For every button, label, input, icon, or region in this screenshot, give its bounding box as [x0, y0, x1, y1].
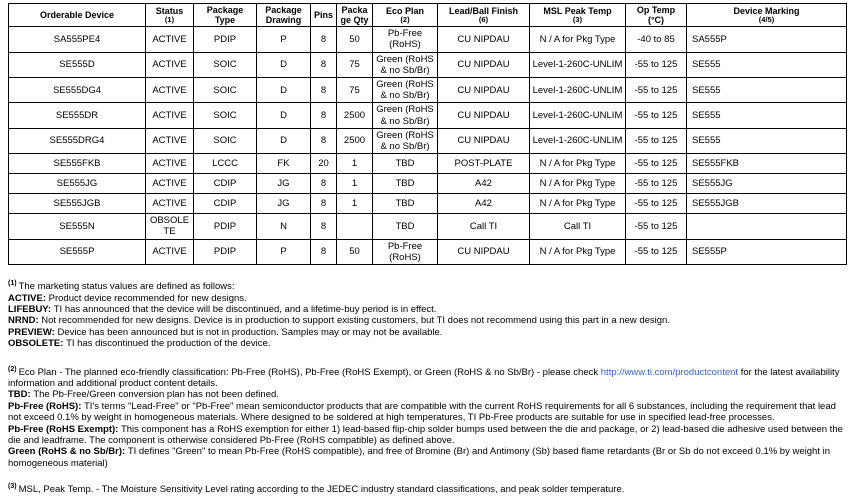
- column-header-label: Status: [155, 5, 184, 16]
- cell-package-qty: 75: [337, 52, 373, 77]
- cell-device-marking: SE555JG: [687, 174, 847, 194]
- table-row: [9, 52, 847, 77]
- column-header-label: Pins: [313, 10, 333, 21]
- column-header-label: MSL Peak Temp: [543, 5, 612, 16]
- footnote-item-term: LIFEBUY:: [8, 303, 54, 315]
- cell-eco-plan: Green (RoHS & no Sb/Br): [373, 128, 438, 153]
- cell-lead-ball-finish: POST-PLATE: [438, 154, 530, 174]
- ti-productcontent-link[interactable]: http://www.ti.com/productcontent: [600, 366, 739, 378]
- cell-eco-plan: Green (RoHS & no Sb/Br): [373, 77, 438, 102]
- cell-package-type: PDIP: [194, 239, 257, 264]
- cell-package-drawing: D: [257, 103, 311, 128]
- table-row: [9, 77, 847, 102]
- column-header-eco-plan: [373, 4, 438, 27]
- footnote-3-text: MSL, Peak Temp. - The Moisture Sensitivity Level rating according to the JEDEC industry standard classifications, and peak solder temperature.: [18, 484, 625, 496]
- footnote-item: [8, 389, 846, 400]
- cell-eco-plan: TBD: [373, 174, 438, 194]
- cell-package-type: LCCC: [194, 154, 257, 174]
- footnote-item-text: TI's terms "Lead-Free" or "Pb-Free" mean semiconductor products that are compatible with the current RoHS requirements for all 6 substances, including the requirement that lead not exceed 0.1% by weight in homogeneous materials. Where designed to be soldered at high temperatures, TI Pb-Free products are suitable for use in specified lead-free processes.: [8, 400, 836, 424]
- table-header-row: [9, 4, 847, 27]
- footnote-item: [8, 315, 846, 326]
- footnote-item-text: Not recommended for new designs. Device is in production to support existing customers, but TI does not recommend using this part in a new design.: [41, 315, 670, 327]
- footnote-item-term: Green (RoHS & no Sb/Br):: [8, 446, 128, 458]
- cell-package-drawing: P: [257, 27, 311, 52]
- cell-msl-peak-temp: N / A for Pkg Type: [530, 194, 626, 214]
- cell-pins: 8: [311, 214, 337, 239]
- table-row: [9, 194, 847, 214]
- cell-orderable-device: SE555DR: [9, 103, 146, 128]
- cell-msl-peak-temp: Level-1-260C-UNLIM: [530, 128, 626, 153]
- footnote-item-text: This component has a RoHS exemption for either 1) lead-based flip-chip solder bumps used between the die and package, or 2) lead-based die adhesive used between the die and leadframe. The component is otherwise considered Pb-Free (RoHS compatible) as defined above.: [8, 423, 843, 446]
- cell-op-temp: -55 to 125: [626, 52, 687, 77]
- cell-package-type: SOIC: [194, 128, 257, 153]
- column-header-label: Op Temp (°C): [636, 5, 676, 26]
- column-header-label: Package Qty: [340, 5, 369, 26]
- cell-package-qty: 1: [337, 174, 373, 194]
- footnote-item-text: TI has discontinued the production of the device.: [66, 338, 271, 350]
- footnote-item: [8, 446, 846, 469]
- cell-device-marking: [687, 214, 847, 239]
- cell-pins: 8: [311, 77, 337, 102]
- table-row: [9, 154, 847, 174]
- cell-msl-peak-temp: Level-1-260C-UNLIM: [530, 52, 626, 77]
- cell-orderable-device: SE555DG4: [9, 77, 146, 102]
- footnote-item-term: PREVIEW:: [8, 326, 58, 338]
- cell-op-temp: -55 to 125: [626, 214, 687, 239]
- cell-eco-plan: Pb-Free (RoHS): [373, 239, 438, 264]
- column-header-label: Orderable Device: [39, 10, 115, 21]
- cell-package-qty: 75: [337, 77, 373, 102]
- cell-device-marking: SE555FKB: [687, 154, 847, 174]
- column-header-package-type: [194, 4, 257, 27]
- cell-package-type: SOIC: [194, 77, 257, 102]
- cell-package-drawing: D: [257, 128, 311, 153]
- cell-eco-plan: Green (RoHS & no Sb/Br): [373, 103, 438, 128]
- cell-lead-ball-finish: A42: [438, 174, 530, 194]
- cell-package-drawing: JG: [257, 174, 311, 194]
- cell-status: ACTIVE: [146, 27, 194, 52]
- footnote-item-text: The Pb-Free/Green conversion plan has not been defined.: [33, 389, 279, 401]
- footnote-item-text: TI has announced that the device will be discontinued, and a lifetime-buy period is in effect.: [53, 303, 437, 315]
- cell-lead-ball-finish: CU NIPDAU: [438, 103, 530, 128]
- cell-orderable-device: SE555DRG4: [9, 128, 146, 153]
- cell-eco-plan: Green (RoHS & no Sb/Br): [373, 52, 438, 77]
- cell-package-type: PDIP: [194, 214, 257, 239]
- cell-package-drawing: D: [257, 52, 311, 77]
- cell-status: ACTIVE: [146, 154, 194, 174]
- cell-orderable-device: SE555JG: [9, 174, 146, 194]
- cell-orderable-device: SE555D: [9, 52, 146, 77]
- cell-package-qty: 50: [337, 239, 373, 264]
- footnote-2-intro: [8, 366, 846, 390]
- cell-orderable-device: SE555N: [9, 214, 146, 239]
- cell-pins: 8: [311, 174, 337, 194]
- footnote-2-superscript: (2): [8, 365, 17, 373]
- column-header-note: (3): [572, 14, 583, 24]
- cell-device-marking: SE555: [687, 103, 847, 128]
- column-header-op-temp: [626, 4, 687, 27]
- column-header-label: Device Marking: [733, 5, 800, 16]
- cell-msl-peak-temp: Call TI: [530, 214, 626, 239]
- footnote-item-text: TI defines "Green" to mean Pb-Free (RoHS compatible), and free of Bromine (Br) and Antimony (Sb) based flame retardants (Br or Sb do not exceed 0.1% by weight in homogeneous material): [8, 446, 830, 469]
- table-row: [9, 214, 847, 239]
- cell-pins: 20: [311, 154, 337, 174]
- cell-package-type: PDIP: [194, 27, 257, 52]
- cell-op-temp: -55 to 125: [626, 77, 687, 102]
- cell-status: ACTIVE: [146, 194, 194, 214]
- table-row: [9, 174, 847, 194]
- column-header-lead-ball-finish: [438, 4, 530, 27]
- cell-lead-ball-finish: CU NIPDAU: [438, 27, 530, 52]
- footnote-item-term: ACTIVE:: [8, 292, 49, 304]
- cell-device-marking: SE555P: [687, 239, 847, 264]
- footnote-3-superscript: (3): [8, 483, 17, 491]
- cell-package-qty: [337, 214, 373, 239]
- table-row: [9, 103, 847, 128]
- footnote-item: [8, 304, 846, 315]
- footnote-1-superscript: (1): [8, 280, 17, 287]
- cell-package-qty: 2500: [337, 103, 373, 128]
- cell-device-marking: SE555: [687, 77, 847, 102]
- cell-msl-peak-temp: N / A for Pkg Type: [530, 239, 626, 264]
- footnote-2: [8, 366, 846, 470]
- footnote-item-term: OBSOLETE:: [8, 338, 67, 350]
- cell-package-qty: 1: [337, 194, 373, 214]
- footnote-item-term: NRND:: [8, 315, 42, 327]
- cell-pins: 8: [311, 128, 337, 153]
- footnote-2-items: [8, 389, 846, 469]
- cell-pins: 8: [311, 52, 337, 77]
- footnotes: [8, 280, 846, 496]
- table-row: [9, 128, 847, 153]
- footnote-2-intro-text-after: for the latest availability information and additional product content details.: [8, 366, 840, 390]
- cell-status: ACTIVE: [146, 174, 194, 194]
- table-row: [9, 239, 847, 264]
- footnote-2-intro-text-before: Eco Plan - The planned eco-friendly classification: Pb-Free (RoHS), Pb-Free (RoHS Exempt), or Green (RoHS & no Sb/Br) - please check: [18, 366, 601, 378]
- footnote-item-text: Device has been announced but is not in production. Samples may or may not be available.: [57, 326, 443, 338]
- footnote-item: [8, 401, 846, 424]
- cell-package-type: CDIP: [194, 174, 257, 194]
- cell-eco-plan: TBD: [373, 194, 438, 214]
- footnote-item-term: Pb-Free (RoHS):: [8, 400, 84, 412]
- cell-lead-ball-finish: A42: [438, 194, 530, 214]
- column-header-note: (6): [478, 14, 489, 24]
- cell-lead-ball-finish: CU NIPDAU: [438, 128, 530, 153]
- table-row: [9, 27, 847, 52]
- cell-msl-peak-temp: N / A for Pkg Type: [530, 174, 626, 194]
- cell-package-drawing: FK: [257, 154, 311, 174]
- cell-device-marking: SE555: [687, 128, 847, 153]
- cell-eco-plan: TBD: [373, 154, 438, 174]
- footnote-item: [8, 293, 846, 304]
- footnote-3-text-line: [8, 483, 846, 496]
- cell-status: ACTIVE: [146, 239, 194, 264]
- column-header-pins: [311, 4, 337, 27]
- column-header-note: (4/5): [758, 14, 775, 24]
- column-header-label: Package Type: [206, 5, 244, 26]
- column-header-label: Package Drawing: [265, 5, 302, 26]
- footnote-1-intro-text: The marketing status values are defined as follows:: [18, 281, 235, 293]
- column-header-label: Eco Plan: [385, 5, 424, 16]
- footnote-1-intro: [8, 280, 846, 293]
- cell-msl-peak-temp: N / A for Pkg Type: [530, 27, 626, 52]
- cell-op-temp: -55 to 125: [626, 194, 687, 214]
- footnote-1: [8, 280, 846, 350]
- table-body: [9, 27, 847, 265]
- cell-pins: 8: [311, 103, 337, 128]
- footnote-item: [8, 338, 846, 349]
- cell-msl-peak-temp: Level-1-260C-UNLIM: [530, 103, 626, 128]
- column-header-device-marking: [687, 4, 847, 27]
- package-options-table: [8, 3, 847, 265]
- column-header-orderable-device: [9, 4, 146, 27]
- cell-package-type: CDIP: [194, 194, 257, 214]
- cell-op-temp: -55 to 125: [626, 174, 687, 194]
- cell-lead-ball-finish: CU NIPDAU: [438, 52, 530, 77]
- cell-pins: 8: [311, 239, 337, 264]
- cell-package-drawing: JG: [257, 194, 311, 214]
- cell-status: ACTIVE: [146, 103, 194, 128]
- cell-eco-plan: TBD: [373, 214, 438, 239]
- cell-status: ACTIVE: [146, 77, 194, 102]
- cell-msl-peak-temp: Level-1-260C-UNLIM: [530, 77, 626, 102]
- column-header-package-qty: [337, 4, 373, 27]
- column-header-note: (2): [400, 14, 410, 24]
- cell-pins: 8: [311, 27, 337, 52]
- cell-device-marking: SE555: [687, 52, 847, 77]
- cell-op-temp: -55 to 125: [626, 154, 687, 174]
- cell-lead-ball-finish: CU NIPDAU: [438, 77, 530, 102]
- cell-orderable-device: SE555P: [9, 239, 146, 264]
- cell-lead-ball-finish: CU NIPDAU: [438, 239, 530, 264]
- footnote-item-term: Pb-Free (RoHS Exempt):: [8, 423, 121, 435]
- cell-status: OBSOLETE: [146, 214, 194, 239]
- footnote-item: [8, 327, 846, 338]
- cell-package-drawing: P: [257, 239, 311, 264]
- cell-op-temp: -55 to 125: [626, 103, 687, 128]
- cell-msl-peak-temp: N / A for Pkg Type: [530, 154, 626, 174]
- cell-orderable-device: SA555PE4: [9, 27, 146, 52]
- cell-package-qty: 50: [337, 27, 373, 52]
- cell-device-marking: SE555JGB: [687, 194, 847, 214]
- cell-status: ACTIVE: [146, 128, 194, 153]
- column-header-package-drawing: [257, 4, 311, 27]
- cell-op-temp: -40 to 85: [626, 27, 687, 52]
- cell-op-temp: -55 to 125: [626, 239, 687, 264]
- footnote-item-term: TBD:: [8, 389, 34, 401]
- cell-orderable-device: SE555JGB: [9, 194, 146, 214]
- footnote-item-text: Product device recommended for new designs.: [48, 292, 247, 304]
- column-header-msl-peak-temp: [530, 4, 626, 27]
- cell-package-type: SOIC: [194, 52, 257, 77]
- footnote-item: [8, 424, 846, 447]
- cell-package-drawing: D: [257, 77, 311, 102]
- cell-pins: 8: [311, 194, 337, 214]
- cell-package-type: SOIC: [194, 103, 257, 128]
- column-header-label: Lead/Ball Finish: [448, 5, 518, 16]
- cell-op-temp: -55 to 125: [626, 128, 687, 153]
- cell-status: ACTIVE: [146, 52, 194, 77]
- cell-device-marking: SA555P: [687, 27, 847, 52]
- cell-package-drawing: N: [257, 214, 311, 239]
- footnote-1-items: [8, 293, 846, 350]
- cell-orderable-device: SE555FKB: [9, 154, 146, 174]
- footnote-3: [8, 483, 846, 496]
- column-header-note: (1): [164, 14, 175, 24]
- cell-eco-plan: Pb-Free (RoHS): [373, 27, 438, 52]
- cell-package-qty: 1: [337, 154, 373, 174]
- cell-lead-ball-finish: Call TI: [438, 214, 530, 239]
- cell-package-qty: 2500: [337, 128, 373, 153]
- column-header-status: [146, 4, 194, 27]
